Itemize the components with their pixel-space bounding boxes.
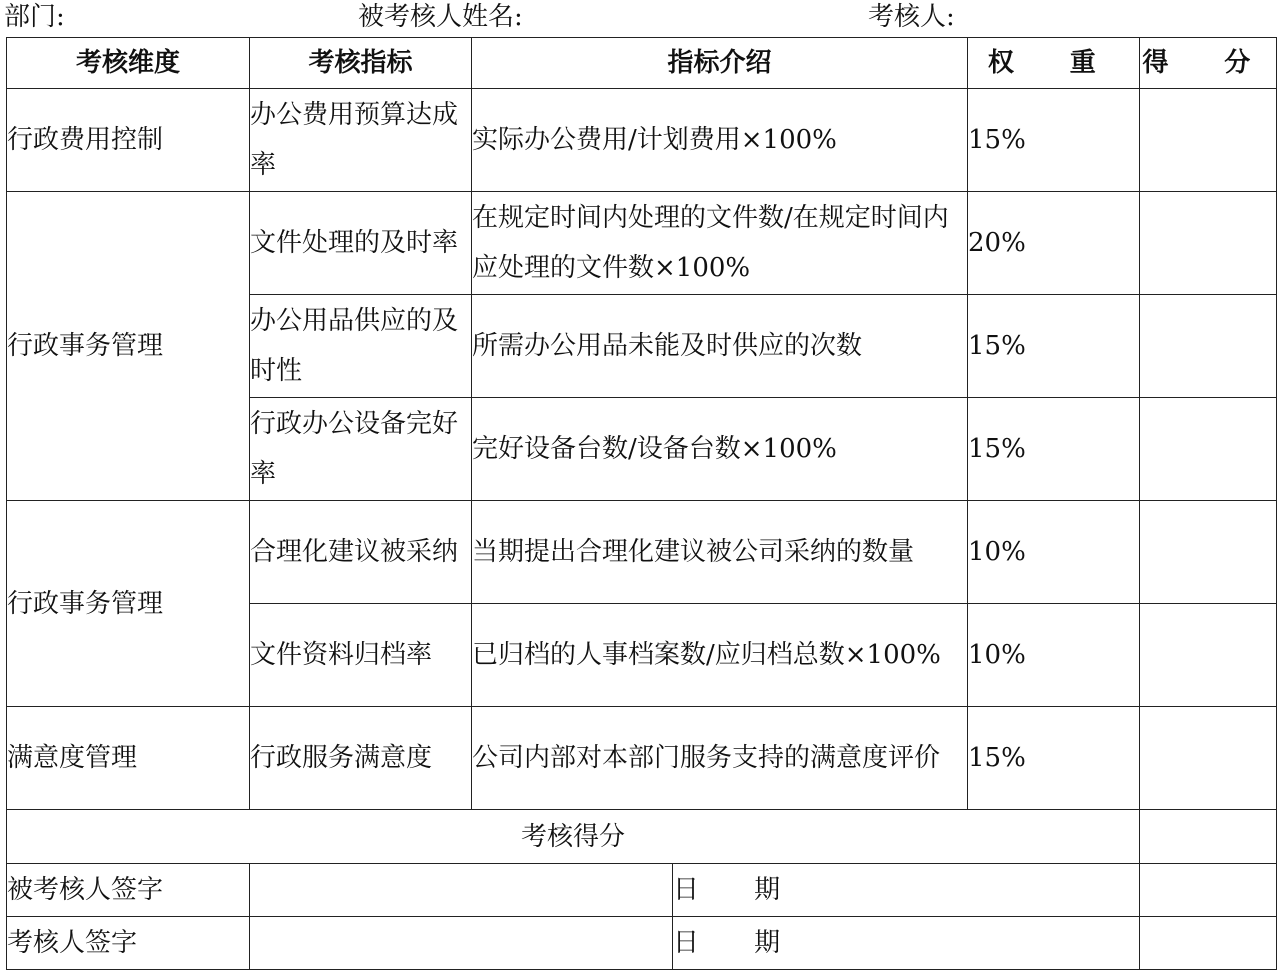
score-cell[interactable] — [1140, 707, 1277, 810]
table-row — [7, 707, 1277, 810]
col-header-weight: 权 重 — [968, 38, 1140, 89]
description-cell: 完好设备台数/设备台数×100% — [472, 398, 968, 501]
assessor-date-field[interactable] — [1140, 917, 1277, 970]
assessee-signature-field[interactable] — [250, 864, 673, 917]
description-cell: 在规定时间内处理的文件数/在规定时间内应处理的文件数×100% — [472, 192, 968, 295]
weight-cell: 15% — [968, 295, 1140, 398]
total-score-label: 考核得分 — [7, 810, 1140, 864]
dimension-cell: 行政事务管理 — [7, 192, 250, 501]
col-header-score: 得 分 — [1140, 38, 1277, 89]
total-row — [7, 810, 1277, 864]
table-header-row — [7, 38, 1277, 89]
indicator-cell: 行政办公设备完好率 — [250, 398, 472, 501]
weight-cell: 10% — [968, 604, 1140, 707]
weight-cell: 10% — [968, 501, 1140, 604]
indicator-cell: 文件资料归档率 — [250, 604, 472, 707]
weight-cell: 15% — [968, 398, 1140, 501]
dimension-cell: 行政事务管理 — [7, 501, 250, 707]
assessee-date-label: 日 期 — [673, 864, 1140, 917]
table-row — [7, 192, 1277, 295]
score-cell[interactable] — [1140, 398, 1277, 501]
score-cell[interactable] — [1140, 89, 1277, 192]
indicator-cell: 办公用品供应的及时性 — [250, 295, 472, 398]
table-row — [7, 501, 1277, 604]
assessee-signature-label: 被考核人签字 — [7, 864, 250, 917]
score-cell[interactable] — [1140, 604, 1277, 707]
weight-cell: 15% — [968, 707, 1140, 810]
dimension-cell: 满意度管理 — [7, 707, 250, 810]
score-cell[interactable] — [1140, 501, 1277, 604]
assessor-signature-label: 考核人签字 — [7, 917, 250, 970]
col-header-indicator: 考核指标 — [250, 38, 472, 89]
total-score-cell[interactable] — [1140, 810, 1277, 864]
signature-row — [7, 917, 1277, 970]
department-label: 部门: — [4, 2, 65, 32]
weight-cell: 15% — [968, 89, 1140, 192]
description-cell: 实际办公费用/计划费用×100% — [472, 89, 968, 192]
indicator-cell: 行政服务满意度 — [250, 707, 472, 810]
description-cell: 公司内部对本部门服务支持的满意度评价 — [472, 707, 968, 810]
indicator-cell: 合理化建议被采纳 — [250, 501, 472, 604]
signature-row — [7, 864, 1277, 917]
assessor-signature-field[interactable] — [250, 917, 673, 970]
table-row — [7, 89, 1277, 192]
col-header-dimension: 考核维度 — [7, 38, 250, 89]
assessor-label: 考核人: — [868, 2, 955, 32]
score-cell[interactable] — [1140, 295, 1277, 398]
form-header — [0, 0, 1280, 36]
assessee-name-label: 被考核人姓名: — [358, 2, 523, 32]
description-cell: 当期提出合理化建议被公司采纳的数量 — [472, 501, 968, 604]
weight-cell: 20% — [968, 192, 1140, 295]
description-cell: 所需办公用品未能及时供应的次数 — [472, 295, 968, 398]
dimension-cell: 行政费用控制 — [7, 89, 250, 192]
assessor-date-label: 日 期 — [673, 917, 1140, 970]
score-cell[interactable] — [1140, 192, 1277, 295]
description-cell: 已归档的人事档案数/应归档总数×100% — [472, 604, 968, 707]
col-header-description: 指标介绍 — [472, 38, 968, 89]
assessment-table — [6, 37, 1277, 970]
indicator-cell: 办公费用预算达成率 — [250, 89, 472, 192]
assessee-date-field[interactable] — [1140, 864, 1277, 917]
indicator-cell: 文件处理的及时率 — [250, 192, 472, 295]
